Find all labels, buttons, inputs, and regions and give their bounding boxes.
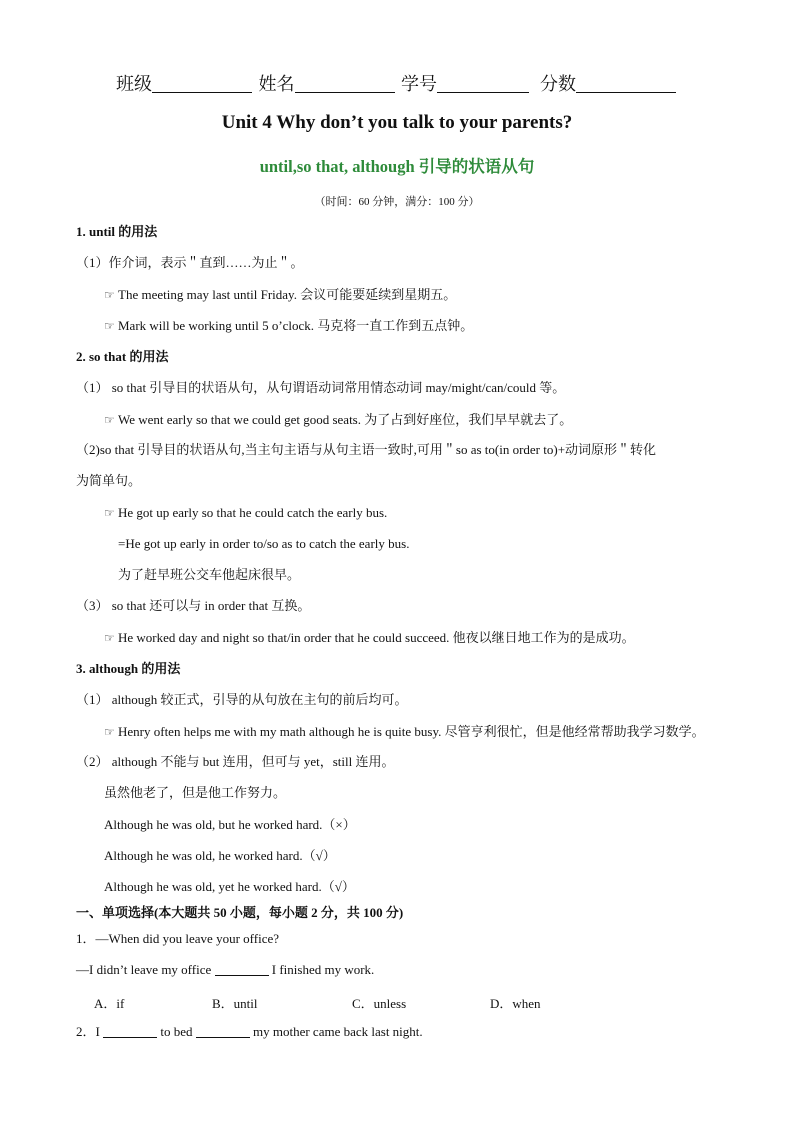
- time-score-note: （时间：60 分钟，满分：100 分）: [314, 196, 480, 208]
- example-line: ☞ Henry often helps me with my math although he is quite busy. 尽管亨利很忙，但是他经常帮助我学习数学。: [104, 724, 705, 739]
- pointing-hand-icon: ☞: [104, 506, 115, 520]
- example-right: Although he was old, he worked hard.（√）: [104, 848, 336, 863]
- score-label: 分数: [540, 74, 576, 94]
- question-1-stem: 1．—When did you leave your office?: [76, 931, 279, 946]
- pointing-hand-icon: ☞: [104, 413, 115, 427]
- example-equivalent: =He got up early in order to/so as to catch the early bus.: [118, 536, 410, 551]
- so-that-rule-3: （3） so that 还可以与 in order that 互换。: [76, 598, 311, 613]
- answer-blank[interactable]: [196, 1025, 250, 1038]
- answer-blank[interactable]: [103, 1025, 157, 1038]
- option-d[interactable]: D．when: [490, 996, 541, 1011]
- question-2-stem: 2．I to bed my mother came back last night.: [76, 1024, 423, 1039]
- class-label: 班级: [116, 74, 152, 94]
- option-c[interactable]: C．unless: [352, 996, 407, 1011]
- option-a[interactable]: A．if: [94, 996, 125, 1011]
- until-rule-1: （1）作介词，表示＂直到……为止＂。: [76, 255, 304, 270]
- page-title: Unit 4 Why don’t you talk to your parents?: [221, 112, 573, 133]
- example-wrong: Although he was old, but he worked hard.（×）: [104, 817, 356, 832]
- pointing-hand-icon: ☞: [104, 725, 115, 739]
- so-that-rule-1: （1） so that 引导目的状语从句，从句谓语动词常用情态动词 may/might/can/could 等。: [76, 380, 566, 395]
- section-heading-until: 1. until 的用法: [76, 224, 158, 239]
- name-blank[interactable]: [295, 74, 395, 93]
- example-line: ☞ We went early so that we could get good seats. 为了占到好座位，我们早早就去了。: [104, 412, 573, 427]
- section-heading-although: 3. although 的用法: [76, 661, 181, 676]
- example-translation: 为了赶早班公交车他起床很早。: [118, 567, 301, 582]
- student-info-line: [0, 70, 794, 96]
- page-subtitle: until,so that, although 引导的状语从句: [259, 157, 535, 176]
- score-blank[interactable]: [576, 74, 676, 93]
- exercise-heading: 一、单项选择(本大题共 50 小题，每小题 2 分，共 100 分): [76, 905, 404, 920]
- pointing-hand-icon: ☞: [104, 631, 115, 645]
- example-translation: 虽然他老了，但是他工作努力。: [104, 785, 287, 800]
- although-rule-1: （1） although 较正式，引导的从句放在主句的前后均可。: [76, 692, 408, 707]
- example-line: ☞ The meeting may last until Friday. 会议可能要延续到星期五。: [104, 287, 457, 302]
- although-rule-2: （2） although 不能与 but 连用，但可与 yet，still 连用。: [76, 754, 395, 769]
- number-label: 学号: [401, 74, 437, 94]
- example-line: ☞ Mark will be working until 5 o’clock. 马克将一直工作到五点钟。: [104, 318, 474, 333]
- so-that-rule-2-cont: 为简单句。: [76, 473, 142, 488]
- question-1-line-2: —I didn’t leave my office I finished my work.: [76, 962, 375, 977]
- section-heading-so-that: 2. so that 的用法: [76, 349, 169, 364]
- class-blank[interactable]: [152, 74, 252, 93]
- example-line: ☞ He worked day and night so that/in order that he could succeed. 他夜以继日地工作为的是成功。: [104, 630, 635, 645]
- option-b[interactable]: B．until: [212, 996, 258, 1011]
- answer-blank[interactable]: [215, 963, 269, 976]
- name-label: 姓名: [258, 74, 295, 94]
- pointing-hand-icon: ☞: [104, 288, 115, 302]
- pointing-hand-icon: ☞: [104, 319, 115, 333]
- example-right: Although he was old, yet he worked hard.（√）: [104, 879, 355, 894]
- example-line: ☞ He got up early so that he could catch the early bus.: [104, 505, 388, 520]
- so-that-rule-2: （2)so that 引导目的状语从句,当主句主语与从句主语一致时,可用＂so as to(in order to)+动词原形＂转化: [76, 442, 657, 457]
- number-blank[interactable]: [437, 74, 529, 93]
